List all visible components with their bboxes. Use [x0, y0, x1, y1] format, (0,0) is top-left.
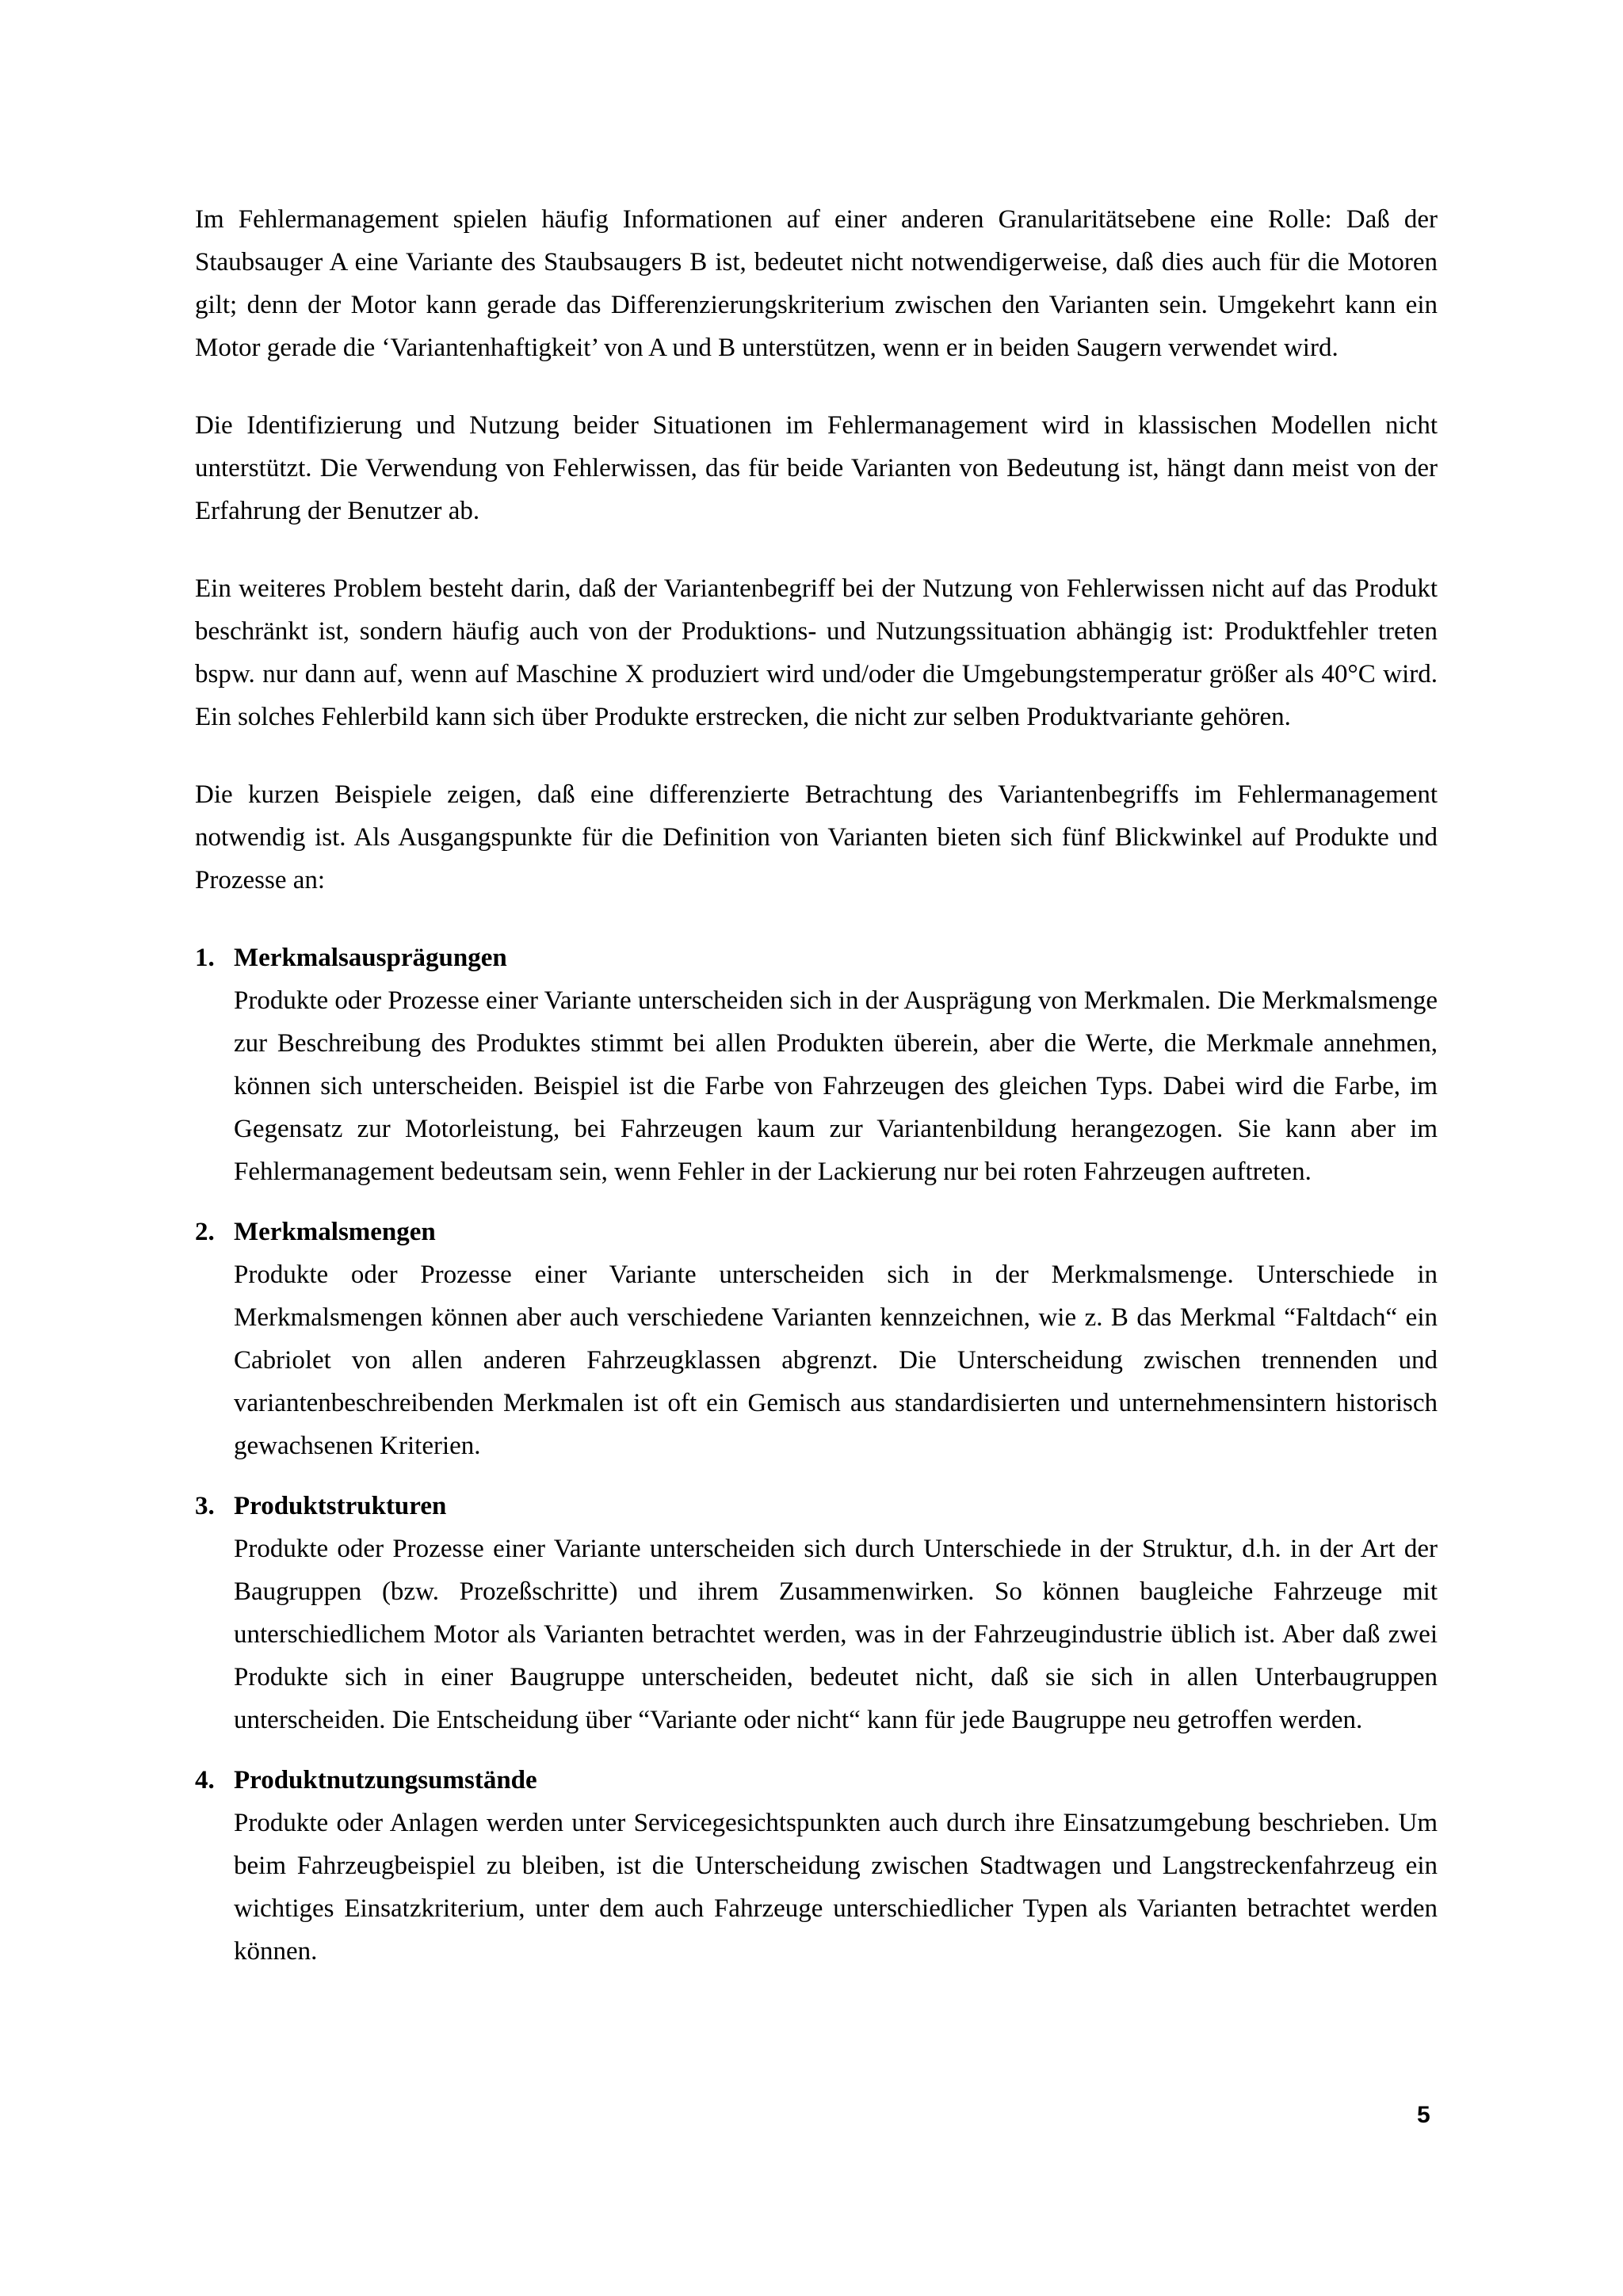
paragraph: Die Identifizierung und Nutzung beider Situationen im Fehlermanagement wird in klassischen Modellen nicht unterstützt. Die Verwendung von Fehlerwissen, das für beide Varianten von Bedeutung ist, hängt dann meist von der Erfahrung der Benutzer ab.	[195, 411, 1438, 525]
list-item-title: Produktstrukturen	[234, 1492, 447, 1520]
list-item-body: Produkte oder Anlagen werden unter Servicegesichtspunkten auch durch ihre Einsatzumgebung beschrieben. Um beim Fahrzeugbeispiel zu bleiben, ist die Unterscheidung zwischen Stadtwagen und Langstreckenfahrzeug ein wichtiges Einsatzkriterium, unter dem auch Fahrzeuge unterschiedlicher Typen als Varianten betrachtet werden können.	[234, 1809, 1438, 1966]
list-item-number: 4.	[195, 1766, 215, 1794]
numbered-list	[195, 936, 1438, 1973]
list-item	[195, 1485, 1438, 1741]
document-page	[195, 198, 1438, 1990]
list-item-number: 2.	[195, 1218, 215, 1246]
list-item-number: 3.	[195, 1492, 215, 1520]
paragraph: Im Fehlermanagement spielen häufig Informationen auf einer anderen Granularitätsebene eine Rolle: Daß der Staubsauger A eine Variante des Staubsaugers B ist, bedeutet nicht notwendigerweise, daß dies auch für die Motoren gilt; denn der Motor kann gerade das Differenzierungskriterium zwischen den Varianten sein. Umgekehrt kann ein Motor gerade die ‘Variantenhaftigkeit’ von A und B unterstützen, wenn er in beiden Saugern verwendet wird.	[195, 205, 1438, 362]
list-item-body: Produkte oder Prozesse einer Variante unterscheiden sich in der Merkmalsmenge. Unterschiede in Merkmalsmengen können aber auch verschiedene Varianten kennzeichnen, wie z. B das Merkmal “Faltdach“ ein Cabriolet von allen anderen Fahrzeugklassen abgrenzt. Die Unterscheidung zwischen trennenden und variantenbeschreibenden Merkmalen ist oft ein Gemisch aus standardisierten und unternehmensintern historisch gewachsenen Kriterien.	[234, 1261, 1438, 1460]
list-item	[195, 1759, 1438, 1973]
list-item-title: Merkmalsausprägungen	[234, 944, 507, 972]
list-item-body: Produkte oder Prozesse einer Variante unterscheiden sich in der Ausprägung von Merkmalen. Die Merkmalsmenge zur Beschreibung des Produktes stimmt bei allen Produkten überein, aber die Werte, die Merkmale annehmen, können sich unterscheiden. Beispiel ist die Farbe von Fahrzeugen des gleichen Typs. Dabei wird die Farbe, im Gegensatz zur Motorleistung, bei Fahrzeugen kaum zur Variantenbildung herangezogen. Sie kann aber im Fehlermanagement bedeutsam sein, wenn Fehler in der Lackierung nur bei roten Fahrzeugen auftreten.	[234, 986, 1438, 1186]
list-item-title: Merkmalsmengen	[234, 1218, 436, 1246]
list-item-number: 1.	[195, 944, 215, 972]
list-item	[195, 1211, 1438, 1467]
list-item-body: Produkte oder Prozesse einer Variante unterscheiden sich durch Unterschiede in der Struktur, d.h. in der Art der Baugruppen (bzw. Prozeßschritte) und ihrem Zusammenwirken. So können baugleiche Fahrzeuge mit unterschiedlichem Motor als Varianten betrachtet werden, was in der Fahrzeugindustrie üblich ist. Aber daß zwei Produkte sich in einer Baugruppe unterscheiden, bedeutet nicht, daß sie sich in allen Unterbaugruppen unterscheiden. Die Entscheidung über “Variante oder nicht“ kann für jede Baugruppe neu getroffen werden.	[234, 1535, 1438, 1734]
paragraph: Die kurzen Beispiele zeigen, daß eine differenzierte Betrachtung des Variantenbegriffs im Fehlermanagement notwendig ist. Als Ausgangspunkte für die Definition von Varianten bieten sich fünf Blickwinkel auf Produkte und Prozesse an:	[195, 780, 1438, 894]
page-number: 5	[1417, 2102, 1430, 2128]
list-item-title: Produktnutzungsumstände	[234, 1766, 537, 1794]
list-item	[195, 936, 1438, 1193]
paragraph: Ein weiteres Problem besteht darin, daß der Variantenbegriff bei der Nutzung von Fehlerwissen nicht auf das Produkt beschränkt ist, sondern häufig auch von der Produktions- und Nutzungssituation abhängig ist: Produktfehler treten bspw. nur dann auf, wenn auf Maschine X produziert wird und/oder die Umgebungstemperatur größer als 40°C wird. Ein solches Fehlerbild kann sich über Produkte erstrecken, die nicht zur selben Produktvariante gehören.	[195, 574, 1438, 731]
